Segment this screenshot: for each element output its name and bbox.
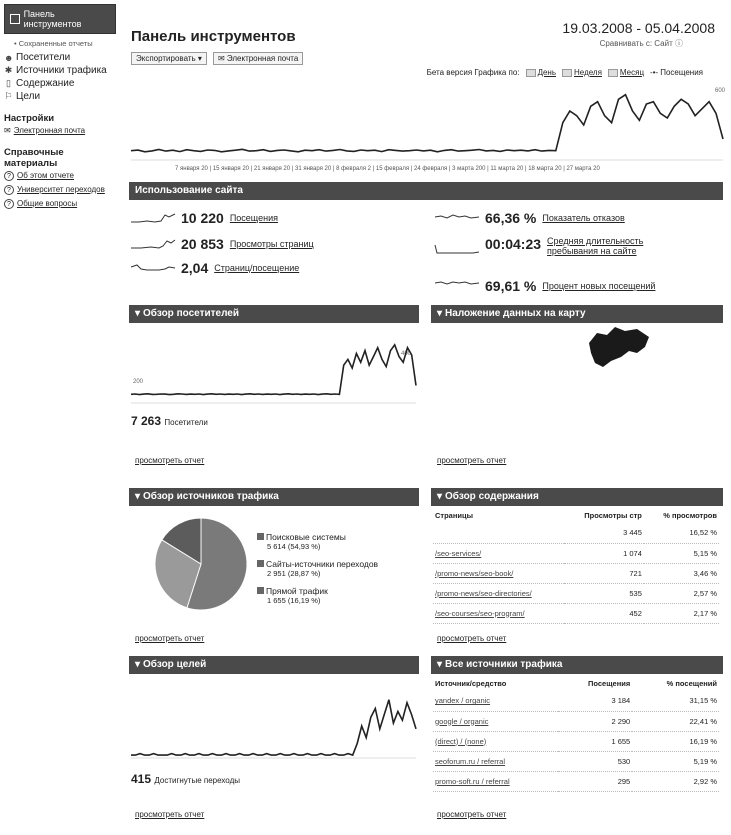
- help-link-about[interactable]: [4, 169, 116, 183]
- table-row: [433, 751, 719, 771]
- visits-sparkline: [131, 211, 175, 225]
- pageviews-sparkline: [131, 237, 175, 251]
- row-value: 3 445: [564, 523, 644, 543]
- dashboard-nav-button[interactable]: [4, 4, 116, 34]
- metric-pageviews: [131, 236, 314, 252]
- info-icon: ⓘ: [675, 39, 683, 48]
- table-row: [433, 523, 719, 543]
- visitors-view-report-link[interactable]: просмотреть отчет: [135, 456, 205, 465]
- help-link-label: Об этом отчете: [17, 171, 74, 180]
- table-row: [433, 711, 719, 731]
- content-table: [433, 508, 719, 624]
- table-header-row: [433, 676, 719, 691]
- email-link-label: Электронная почта: [13, 126, 86, 135]
- sidebar-item-traffic-sources[interactable]: [4, 64, 116, 77]
- metric-bounce-rate: [435, 210, 625, 226]
- row-link[interactable]: promo-soft.ru / referral: [433, 771, 558, 791]
- legend-swatch: [257, 533, 264, 540]
- table-row: [433, 543, 719, 563]
- email-settings-link[interactable]: [4, 124, 116, 137]
- new-visits-value: 69,61 %: [485, 278, 537, 294]
- traffic-sources-icon: ✱: [4, 65, 13, 75]
- column-header: Источник/средство: [435, 679, 507, 688]
- metric-pages-per-visit: [131, 260, 299, 276]
- graph-by-week[interactable]: [562, 68, 602, 77]
- graph-by-day[interactable]: [526, 68, 556, 77]
- row-value: 5,15 %: [644, 543, 719, 563]
- compare-selector[interactable]: [600, 38, 683, 49]
- all-sources-title: Все источники трафика: [445, 659, 563, 670]
- collapse-icon[interactable]: ▾: [437, 491, 443, 502]
- map-overlay-header: [431, 305, 723, 323]
- table-row: [433, 563, 719, 583]
- content-icon: ▯: [6, 78, 11, 88]
- email-button[interactable]: [213, 52, 303, 65]
- graph-by-month[interactable]: [608, 68, 644, 77]
- sidebar: [0, 0, 120, 835]
- row-link[interactable]: yandex / organic: [433, 691, 558, 711]
- help-icon: ?: [4, 171, 14, 181]
- map-overlay-title: Наложение данных на карту: [445, 308, 586, 319]
- series-icon: -•-: [650, 68, 659, 77]
- new-visits-sparkline: [435, 279, 479, 293]
- dashboard-label: Панель инструментов: [23, 9, 82, 29]
- all-sources-table: [433, 676, 719, 792]
- legend-detail: 5 614 (54,93 %): [267, 542, 321, 551]
- row-value: 295: [558, 771, 632, 791]
- metric-new-visits: [435, 278, 655, 294]
- row-value: 535: [564, 583, 644, 603]
- y-axis-high-label: 400: [401, 351, 412, 357]
- week-icon: [562, 69, 572, 77]
- row-value: 1 655: [558, 731, 632, 751]
- avg-time-sparkline: [435, 242, 479, 256]
- row-link[interactable]: /seo-courses/seo-program/: [433, 603, 564, 623]
- goals-overview-header: [129, 656, 419, 674]
- goals-unit: Достигнутые переходы: [154, 776, 240, 785]
- traffic-sources-pie-chart[interactable]: [155, 518, 247, 610]
- bounce-rate-link[interactable]: Показатель отказов: [542, 213, 625, 223]
- legend-label: Прямой трафик: [266, 586, 328, 596]
- option-label: Месяц: [619, 68, 645, 77]
- legend-swatch: [257, 560, 264, 567]
- goals-total: [131, 772, 240, 786]
- sidebar-item-goals[interactable]: [4, 90, 116, 103]
- legend-direct-traffic: [257, 586, 417, 605]
- row-value: 530: [558, 751, 632, 771]
- row-link[interactable]: google / organic: [433, 711, 558, 731]
- legend-search-engines: [257, 532, 417, 551]
- row-value: 2,17 %: [644, 603, 719, 623]
- visitors-overview-header: [129, 305, 419, 323]
- envelope-icon: ✉: [4, 126, 11, 135]
- row-link[interactable]: /seo-services/: [433, 543, 564, 563]
- goals-line-chart[interactable]: [131, 690, 416, 762]
- metric-avg-time: [435, 236, 677, 256]
- help-heading: Справочные материалы: [4, 147, 64, 169]
- row-value: 452: [564, 603, 644, 623]
- export-button[interactable]: Экспортировать ▾: [131, 52, 207, 65]
- row-value: 16,19 %: [632, 731, 719, 751]
- dashboard-icon: [10, 14, 20, 24]
- table-row: [433, 731, 719, 751]
- avg-time-value: 00:04:23: [485, 236, 542, 252]
- compare-label: Сравнивать с: Сайт: [599, 39, 673, 48]
- column-header: Страницы: [435, 511, 473, 520]
- row-value: 721: [564, 563, 644, 583]
- traffic-sources-legend: [257, 532, 417, 613]
- main-content: [125, 0, 727, 835]
- sidebar-item-content[interactable]: [4, 77, 116, 90]
- sources-view-report-link[interactable]: просмотреть отчет: [437, 810, 507, 819]
- column-header: % посещений: [666, 679, 717, 688]
- legend-swatch: [257, 587, 264, 594]
- row-value: 22,41 %: [632, 711, 719, 731]
- row-link[interactable]: (direct) / (none): [433, 731, 558, 751]
- traffic-sources-title: Обзор источников трафика: [143, 491, 279, 502]
- help-icon: ?: [4, 199, 14, 209]
- row-value: 31,15 %: [632, 691, 719, 711]
- legend-referring-sites: [257, 559, 417, 578]
- collapse-icon[interactable]: ▾: [135, 659, 141, 670]
- table-row: [433, 603, 719, 623]
- month-icon: [608, 69, 618, 77]
- column-header: Посещения: [588, 679, 631, 688]
- help-link-label: Общие вопросы: [17, 199, 78, 208]
- collapse-icon[interactable]: ▾: [437, 659, 443, 670]
- x-axis-date-labels: 7 января 20 | 15 января 20 | 21 января 20 | 31 января 20 | 8 февраля 2 | 15 февраля | 24 февраля | 3 марта 200 | 11 марта 20 | 18 марта 20 | 27 марта 20: [175, 166, 600, 172]
- pageviews-link[interactable]: Просмотры страниц: [229, 239, 314, 249]
- graph-by-selector: [427, 68, 703, 77]
- page-title: Панель инструментов: [131, 28, 296, 45]
- legend-detail: 2 951 (28,87 %): [267, 569, 321, 578]
- saved-reports-link[interactable]: • Сохраненные отчеты: [14, 39, 93, 48]
- visitors-unit: Посетители: [164, 418, 208, 427]
- option-label: День: [537, 68, 557, 77]
- sidebar-item-label: Посетители: [16, 52, 71, 63]
- y-axis-low-label: 200: [133, 379, 144, 385]
- toolbar: [131, 52, 303, 65]
- row-value: 2,57 %: [644, 583, 719, 603]
- sidebar-item-label: Источники трафика: [16, 65, 107, 76]
- metric-visits: [131, 210, 278, 226]
- visitors-value: 7 263: [131, 414, 162, 428]
- row-value: 2,92 %: [632, 771, 719, 791]
- collapse-icon[interactable]: ▾: [135, 308, 141, 319]
- pageviews-value: 20 853: [181, 236, 224, 252]
- help-link-label: Университет переходов: [17, 185, 105, 194]
- collapse-icon[interactable]: ▾: [135, 491, 141, 502]
- visits-series-line: [131, 95, 723, 152]
- visitors-total: [131, 414, 208, 428]
- help-link-university[interactable]: [4, 183, 116, 197]
- row-link[interactable]: /promo-news/seo-directories/: [433, 583, 564, 603]
- column-header: % просмотров: [663, 511, 717, 520]
- series-label: Посещения: [660, 68, 703, 77]
- goals-view-report-link[interactable]: просмотреть отчет: [135, 810, 205, 819]
- goals-value: 415: [131, 772, 152, 786]
- date-range-picker[interactable]: 19.03.2008 - 05.04.2008: [562, 20, 715, 36]
- help-link-faq[interactable]: [4, 197, 116, 211]
- row-value: 3,46 %: [644, 563, 719, 583]
- series-legend[interactable]: [650, 68, 703, 77]
- day-icon: [526, 69, 536, 77]
- envelope-icon: ✉: [217, 54, 227, 63]
- content-overview-title: Обзор содержания: [445, 491, 539, 502]
- table-row: [433, 583, 719, 603]
- visits-link[interactable]: Посещения: [229, 213, 278, 223]
- row-link[interactable]: seoforum.ru / referral: [433, 751, 558, 771]
- visitors-icon: ☻: [4, 52, 14, 63]
- settings-heading: Настройки: [4, 113, 55, 124]
- site-usage-header: [129, 182, 723, 200]
- legend-label: Сайты-источники переходов: [266, 559, 379, 569]
- content-view-report-link[interactable]: просмотреть отчет: [437, 634, 507, 643]
- email-button-label: Электронная почта: [226, 54, 299, 63]
- goals-icon: ⚐: [4, 91, 13, 101]
- table-row: [433, 691, 719, 711]
- row-value: 5,19 %: [632, 751, 719, 771]
- all-sources-header: [431, 656, 723, 674]
- option-label: Неделя: [574, 68, 602, 77]
- row-value: 3 184: [558, 691, 632, 711]
- row-link[interactable]: [433, 523, 564, 543]
- new-visits-link[interactable]: Процент новых посещений: [542, 281, 656, 291]
- visitors-overview-title: Обзор посетителей: [143, 308, 240, 319]
- visitors-line-chart[interactable]: [131, 335, 416, 407]
- avg-time-link[interactable]: Средняя длительность пребывания на сайте: [547, 236, 644, 256]
- row-value: 2 290: [558, 711, 632, 731]
- visitors-series-line: [131, 345, 416, 395]
- row-link[interactable]: /promo-news/seo-book/: [433, 563, 564, 583]
- map-view-report-link[interactable]: просмотреть отчет: [437, 456, 507, 465]
- bounce-rate-value: 66,36 %: [485, 210, 537, 226]
- pages-per-visit-link[interactable]: Страниц/посещение: [214, 263, 300, 273]
- table-row: [433, 771, 719, 791]
- row-value: 16,52 %: [644, 523, 719, 543]
- bounce-rate-sparkline: [435, 211, 479, 225]
- y-axis-max-label: 600: [715, 88, 726, 94]
- goals-overview-title: Обзор целей: [143, 659, 207, 670]
- graph-by-label: Бета версия Графика по:: [426, 68, 520, 77]
- traffic-sources-header: [129, 488, 419, 506]
- traffic-view-report-link[interactable]: просмотреть отчет: [135, 634, 205, 643]
- pages-per-visit-sparkline: [131, 261, 175, 275]
- row-value: 1 074: [564, 543, 644, 563]
- collapse-icon[interactable]: ▾: [437, 308, 443, 319]
- visits-value: 10 220: [181, 210, 224, 226]
- world-map-region[interactable]: [585, 323, 655, 371]
- table-header-row: [433, 508, 719, 523]
- content-overview-header: [431, 488, 723, 506]
- sidebar-item-label: Цели: [16, 91, 41, 102]
- goals-series-line: [131, 700, 416, 755]
- pages-per-visit-value: 2,04: [181, 260, 209, 276]
- site-usage-title: Использование сайта: [135, 185, 243, 196]
- sidebar-item-label: Содержание: [16, 78, 75, 89]
- visits-line-chart[interactable]: [131, 82, 726, 168]
- legend-label: Поисковые системы: [266, 532, 346, 542]
- sidebar-item-visitors[interactable]: [4, 51, 116, 64]
- help-icon: ?: [4, 185, 14, 195]
- column-header: Просмотры стр: [584, 511, 642, 520]
- legend-detail: 1 655 (16,19 %): [267, 596, 321, 605]
